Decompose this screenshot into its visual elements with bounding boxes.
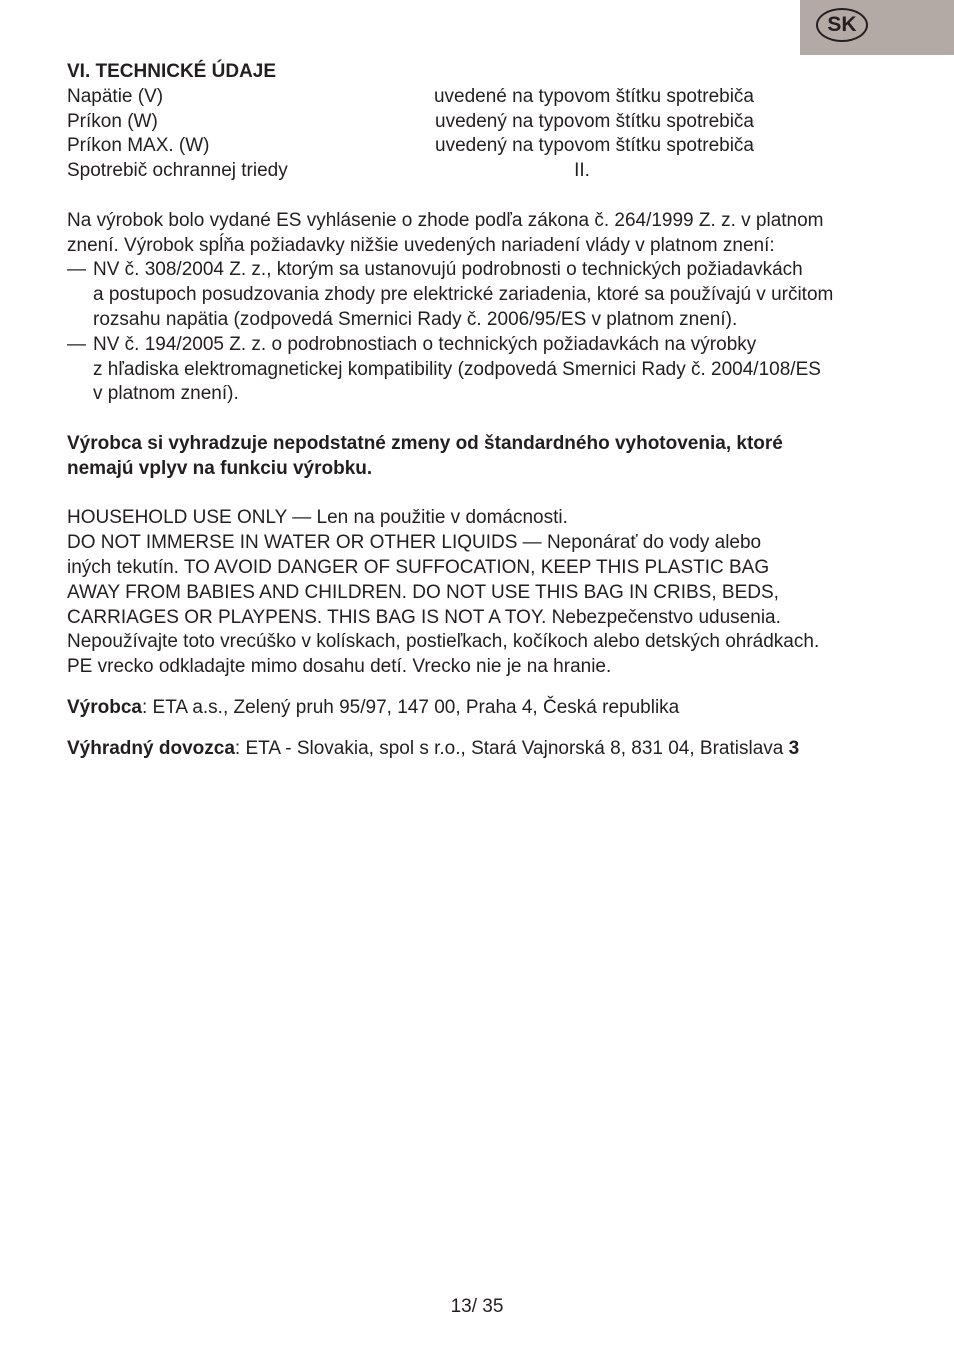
language-badge: SK — [816, 8, 868, 42]
importer-value: : ETA - Slovakia, spol s r.o., Stará Vajnorská 8, 831 04, Bratislava — [234, 737, 789, 759]
spacer — [67, 184, 907, 209]
manufacturer-label: Výrobca — [67, 696, 142, 718]
dash-bullet: — — [67, 333, 86, 355]
regulation-line: a postupoch posudzovania zhody pre elektrické zariadenia, ktoré sa používajú v určitom — [93, 284, 834, 306]
regulation-line: rozsahu napätia (zodpovedá Smernici Rady č. 2006/95/ES v platnom znení). — [93, 308, 738, 330]
regulation-line: NV č. 194/2005 Z. z. o podrobnostiach o technických požiadavkách na výrobky — [93, 333, 757, 355]
notice-line: nemajú vplyv na funkciu výrobku. — [67, 457, 373, 479]
spacer — [67, 407, 907, 432]
spec-label: Spotrebič ochrannej triedy — [67, 160, 288, 182]
regulation-item — [67, 333, 907, 407]
warning-line: DO NOT IMMERSE IN WATER OR OTHER LIQUIDS — Neponárať do vody alebo — [67, 532, 762, 554]
spacer — [67, 482, 907, 507]
declaration-line: Na výrobok bolo vydané ES vyhlásenie o zhode podľa zákona č. 264/1999 Z. z. v platnom — [67, 209, 824, 231]
notice-line: Výrobca si vyhradzuje nepodstatné zmeny od štandardného vyhotovenia, ktoré — [67, 432, 783, 454]
warning-line: AWAY FROM BABIES AND CHILDREN. DO NOT USE THIS BAG IN CRIBS, BEDS, — [67, 581, 779, 603]
spacer — [67, 721, 907, 737]
manufacturer-notice — [67, 432, 907, 482]
spec-table — [67, 85, 907, 184]
spec-label: Napätie (V) — [67, 85, 164, 107]
warning-line: HOUSEHOLD USE ONLY — Len na použitie v domácnosti. — [67, 507, 568, 529]
spec-value: II. — [574, 160, 590, 182]
spec-row-protection-class — [67, 159, 907, 184]
spacer — [67, 680, 907, 696]
regulation-line: z hľadiska elektromagnetickej kompatibility (zodpovedá Smernici Rady č. 2004/108/ES — [93, 358, 821, 380]
spec-value: uvedený na typovom štítku spotrebiča — [435, 135, 754, 157]
spec-label: Príkon (W) — [67, 110, 158, 132]
manufacturer-value: : ETA a.s., Zelený pruh 95/97, 147 00, Praha 4, Česká republika — [141, 696, 680, 718]
spec-label: Príkon MAX. (W) — [67, 135, 210, 157]
manufacturer-line — [67, 696, 907, 721]
document-content — [67, 60, 907, 762]
dash-bullet: — — [67, 259, 86, 281]
spec-value: uvedené na typovom štítku spotrebiča — [433, 85, 754, 107]
regulation-line: NV č. 308/2004 Z. z., ktorým sa ustanovujú podrobnosti o technických požiadavkách — [93, 259, 803, 281]
section-title: VI. TECHNICKÉ ÚDAJE — [67, 61, 277, 82]
spec-row-power-max — [67, 134, 907, 159]
spec-row-voltage — [67, 85, 907, 110]
warning-line: iných tekutín. TO AVOID DANGER OF SUFFOCATION, KEEP THIS PLASTIC BAG — [67, 556, 770, 578]
declaration-line: znení. Výrobok spĺňa požiadavky nižšie uvedených nariadení vlády v platnom znení: — [67, 234, 775, 256]
spec-value: uvedený na typovom štítku spotrebiča — [435, 110, 754, 132]
warning-line: CARRIAGES OR PLAYPENS. THIS BAG IS NOT A TOY. Nebezpečenstvo udusenia. — [67, 606, 781, 628]
spec-row-power — [67, 110, 907, 135]
warning-line: Nepoužívajte toto vrecúško v kolískach, postieľkach, kočíkoch alebo detských ohrádkach. — [67, 631, 820, 653]
regulation-item — [67, 258, 907, 332]
importer-line — [67, 737, 907, 762]
page-number: 13/ 35 — [450, 1296, 504, 1317]
language-tab — [800, 0, 954, 55]
warning-line: PE vrecko odkladajte mimo dosahu detí. Vrecko nie je na hranie. — [67, 656, 612, 678]
warnings-paragraph — [67, 506, 907, 680]
importer-suffix: 3 — [788, 737, 800, 759]
importer-label: Výhradný dovozca — [67, 737, 235, 759]
declaration-paragraph — [67, 209, 907, 407]
regulation-line: v platnom znení). — [93, 383, 239, 405]
